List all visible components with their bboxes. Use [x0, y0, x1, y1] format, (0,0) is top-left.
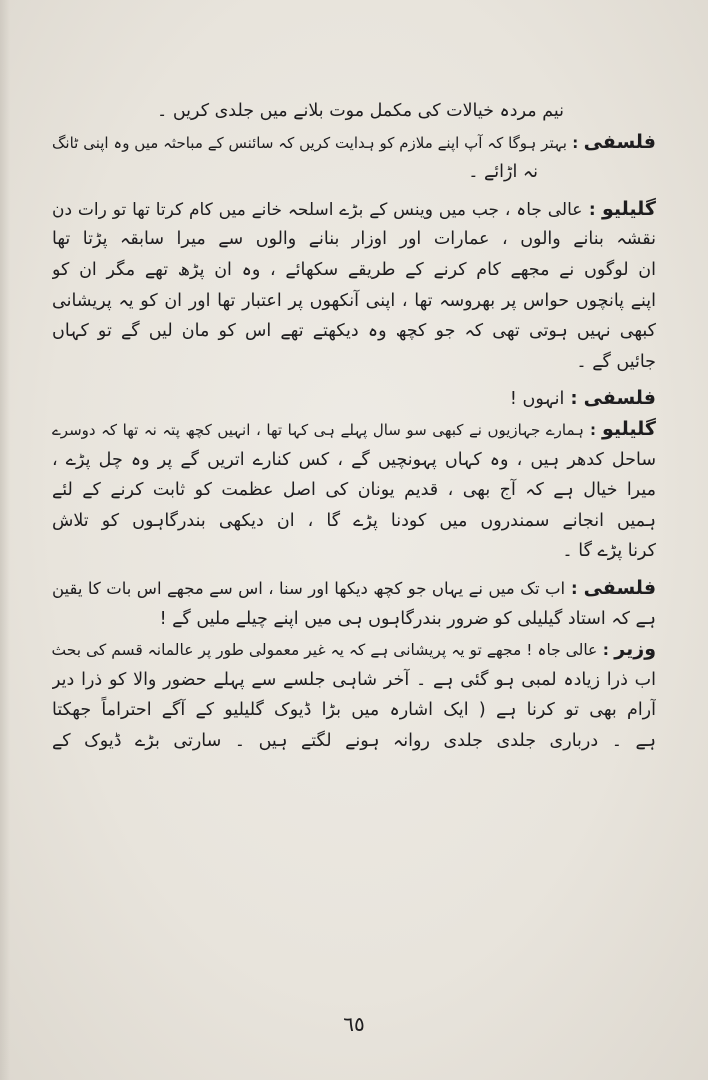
text-line: ان لوگوں نے مجھے کام کرنے کے طریقے سکھائے ، وہ ان پڑھ تھے مگر ان کو — [52, 259, 656, 280]
text-line: ہمیں انجانے سمندروں میں کودنا پڑے گا ، ان دیکھی بندرگاہوں کو تلاش — [52, 510, 656, 531]
text-line: ساحل کدھر ہیں ، وہ کہاں پہونچیں گے ، کس کنارے اتریں گے پر وہ چل پڑے ، — [52, 449, 656, 470]
text-line: جائیں گے ۔ — [576, 351, 656, 372]
dialogue-line — [52, 573, 656, 604]
dialogue-line — [52, 414, 656, 445]
dialogue-text: انہوں ! — [509, 389, 565, 410]
speaker-separator: : — [566, 133, 584, 152]
speaker-separator: : — [565, 578, 584, 598]
text-line: ہے کہ استاد گیلیلی کو ضرور بندرگاہوں ہی میں اپنے چیلے ملیں گے ! — [159, 608, 656, 629]
dialogue-line — [52, 634, 656, 665]
dialogue-text: عالی جاہ ! مجھے تو یہ پریشانی ہے کہ یہ غیر معمولی طور پر عالمانہ قسم کی بحث — [52, 641, 598, 660]
page-text — [52, 96, 656, 756]
dialogue-text: عالی جاہ ، جب میں وینس کے بڑے اسلحہ خانے میں کام کرتا تھا تو رات دن — [52, 199, 583, 220]
text-line: آرام بھی تو کرنا ہے ( ایک اشارہ میں بڑا ڈیوک گلیلیو کے آگے احتراماً جھکتا — [52, 700, 656, 721]
speaker-separator: : — [582, 199, 602, 220]
text-line: کرنا پڑے گا ۔ — [562, 541, 656, 562]
speaker-separator: : — [583, 420, 602, 439]
page-number: ٦٥ — [343, 1012, 365, 1036]
text-line: میرا خیال ہے کہ آج بھی ، قدیم یونان کی اصل عظمت کو ثابت کرنے کے لئے — [52, 480, 656, 501]
speaker-name: فلسفی — [583, 387, 656, 410]
speaker-name: فلسفی — [583, 576, 656, 599]
text-line: ہے ۔ درباری جلدی جلدی روانہ ہونے لگتے ہیں ۔ سارتی بڑے ڈیوک کے — [52, 730, 656, 751]
dialogue-text: اب تک میں نے یہاں جو کچھ دیکھا اور سنا ، اس سے مجھے اس بات کا یقین — [52, 578, 566, 598]
text-line: اب ذرا زیادہ لمبی ہو گئی ہے ۔ آخر شاہی جلسے سے پہلے حضور والا کو ذرا دیر — [52, 669, 656, 690]
text-line: اپنے پانچوں حواس پر بھروسہ تھا ، اپنی آنکھوں پر اعتبار تھا اور ان کو یہ پریشانی — [52, 290, 656, 311]
dialogue-line — [52, 194, 656, 225]
dialogue-line — [52, 383, 656, 414]
speaker-separator: : — [597, 641, 615, 660]
dialogue-text: بہتر ہوگا کہ آپ اپنے ملازم کو ہدایت کریں کہ سائنس کے مباحثہ میں وہ اپنی ٹانگ — [52, 133, 567, 152]
dialogue-text: ہمارے جہازیوں نے کبھی سو سال پہلے ہی کہا تھا ، انہیں کچھ پتہ نہ تھا کہ دوسرے — [52, 420, 584, 439]
text-line: نیم مردہ خیالات کی مکمل موت بلانے میں جلدی کریں ۔ — [157, 101, 564, 121]
speaker-name: فلسفی — [583, 130, 656, 153]
page-gutter-shadow — [0, 0, 10, 1080]
text-line: نہ اڑائے ۔ — [468, 162, 538, 183]
speaker-separator: : — [564, 389, 584, 410]
text-line: کبھی نہیں ہوتی تھی کہ جو کچھ وہ دیکھتے تھے اس کو مان لیں گے تو کہاں — [52, 321, 656, 342]
speaker-name: گلیلیو — [602, 197, 656, 220]
dialogue-line — [52, 127, 656, 158]
speaker-name: گلیلیو — [602, 417, 656, 440]
speaker-name: وزیر — [614, 638, 656, 661]
text-line: نقشہ بنانے والوں ، عمارات اور اوزار بنانے والوں سے میرا سابقہ پڑتا تھا — [52, 229, 656, 250]
